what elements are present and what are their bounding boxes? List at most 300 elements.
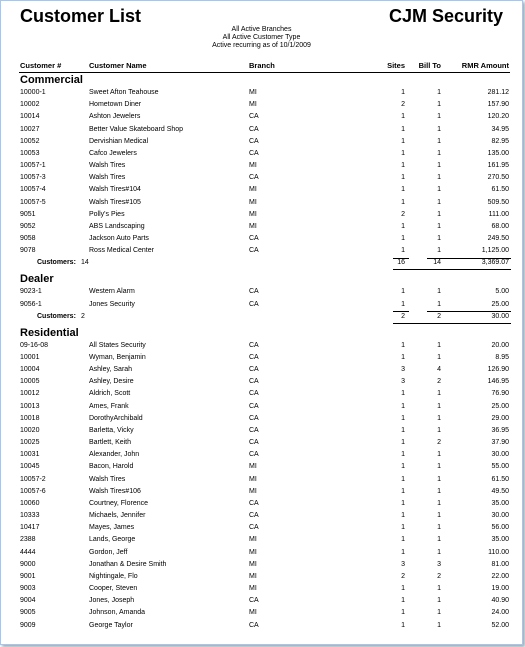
header-divider bbox=[19, 72, 510, 73]
sites: 1 bbox=[401, 149, 405, 157]
customer-number: 10417 bbox=[20, 524, 40, 532]
customer-name: Hometown Diner bbox=[89, 101, 142, 109]
sites: 1 bbox=[401, 597, 405, 605]
customer-name: Walsh Tires bbox=[89, 174, 126, 182]
customer-name: DorothyArchibald bbox=[89, 414, 143, 422]
table-row bbox=[1, 476, 522, 488]
sites: 1 bbox=[401, 222, 405, 230]
branch: CA bbox=[249, 174, 259, 182]
bill-to: 2 bbox=[437, 378, 441, 386]
branch: MI bbox=[249, 475, 257, 483]
sites: 1 bbox=[401, 198, 405, 206]
sites: 1 bbox=[401, 414, 405, 422]
branch: CA bbox=[249, 137, 259, 145]
customer-name: Jones, Joseph bbox=[89, 597, 135, 605]
rmr-amount: 126.90 bbox=[487, 366, 509, 374]
sites: 1 bbox=[401, 439, 405, 447]
branch: MI bbox=[249, 186, 257, 194]
bill-to: 1 bbox=[437, 101, 441, 109]
customer-number: 9052 bbox=[20, 222, 36, 230]
sites: 2 bbox=[401, 101, 405, 109]
sites: 3 bbox=[401, 366, 405, 374]
branch: CA bbox=[249, 366, 259, 374]
rmr-amount: 24.00 bbox=[491, 609, 509, 617]
bill-to: 1 bbox=[437, 548, 441, 556]
branch: MI bbox=[249, 222, 257, 230]
bill-to: 1 bbox=[437, 475, 441, 483]
subtitle-customer-type: All Active Customer Type bbox=[222, 34, 301, 41]
customer-name: Ross Medical Center bbox=[89, 247, 154, 255]
bill-to: 1 bbox=[437, 174, 441, 182]
sites: 1 bbox=[401, 353, 405, 361]
rmr-amount: 25.00 bbox=[491, 300, 509, 308]
branch: CA bbox=[249, 439, 259, 447]
customer-name: Jones Security bbox=[89, 300, 135, 308]
customer-name: Johnson, Amanda bbox=[89, 609, 146, 617]
customer-name: Wyman, Benjamin bbox=[89, 353, 146, 361]
table-row bbox=[1, 390, 522, 402]
customer-number: 10025 bbox=[20, 439, 40, 447]
bill-to: 1 bbox=[437, 288, 441, 296]
customer-name: Bartlett, Keith bbox=[89, 439, 132, 447]
table-row bbox=[1, 150, 522, 162]
customer-name: Ashley, Desire bbox=[89, 378, 134, 386]
customer-number: 9003 bbox=[20, 585, 36, 593]
sites: 1 bbox=[401, 390, 405, 398]
customer-name: Cooper, Steven bbox=[89, 585, 138, 593]
customer-name: Michaels, Jennifer bbox=[89, 512, 146, 520]
table-row bbox=[1, 597, 522, 609]
table-row bbox=[1, 89, 522, 101]
rmr-amount: 270.50 bbox=[487, 174, 509, 182]
bill-to: 1 bbox=[437, 609, 441, 617]
customer-name: Mayes, James bbox=[89, 524, 135, 532]
company-name: CJM Security bbox=[388, 6, 503, 26]
bill-to: 1 bbox=[437, 414, 441, 422]
subtitle-recurring-date: Active recurring as of 10/1/2009 bbox=[212, 42, 311, 49]
rmr-amount: 110.00 bbox=[488, 548, 509, 556]
rmr-amount: 8.95 bbox=[495, 353, 509, 361]
customer-number: 2388 bbox=[20, 536, 36, 544]
customer-number: 10057-6 bbox=[20, 487, 46, 495]
customer-name: Ashton Jewelers bbox=[89, 113, 141, 121]
sites: 1 bbox=[401, 585, 405, 593]
customer-number: 9004 bbox=[20, 597, 36, 605]
total-rmr: 3,369.07 bbox=[481, 259, 509, 267]
table-row bbox=[1, 235, 522, 247]
customer-number: 10045 bbox=[20, 463, 40, 471]
rmr-amount: 25.00 bbox=[491, 402, 509, 410]
rmr-amount: 55.00 bbox=[491, 463, 509, 471]
rmr-amount: 37.90 bbox=[491, 439, 509, 447]
sites: 1 bbox=[401, 621, 405, 629]
table-row bbox=[1, 186, 522, 198]
rmr-amount: 161.95 bbox=[487, 162, 509, 170]
bill-to: 1 bbox=[437, 597, 441, 605]
customer-number: 10052 bbox=[20, 137, 40, 145]
sites: 1 bbox=[401, 609, 405, 617]
customer-number: 10057-1 bbox=[20, 162, 46, 170]
rmr-amount: 36.95 bbox=[491, 426, 509, 434]
sites: 1 bbox=[401, 548, 405, 556]
customer-number: 9005 bbox=[20, 609, 36, 617]
table-row bbox=[1, 354, 522, 366]
table-row bbox=[1, 366, 522, 378]
customer-number: 10031 bbox=[20, 451, 40, 459]
rmr-amount: 52.00 bbox=[491, 621, 509, 629]
bill-to: 1 bbox=[437, 487, 441, 495]
table-row bbox=[1, 463, 522, 475]
rmr-amount: 34.95 bbox=[491, 125, 509, 133]
bill-to: 1 bbox=[437, 463, 441, 471]
table-row bbox=[1, 126, 522, 138]
branch: CA bbox=[249, 341, 259, 349]
rmr-amount: 61.50 bbox=[491, 186, 509, 194]
rmr-amount: 135.00 bbox=[487, 149, 509, 157]
rmr-amount: 146.95 bbox=[487, 378, 509, 386]
customer-name: Ames, Frank bbox=[89, 402, 129, 410]
rmr-amount: 249.50 bbox=[487, 235, 509, 243]
sites: 1 bbox=[401, 125, 405, 133]
customer-name: Aldrich, Scott bbox=[89, 390, 131, 398]
bill-to: 1 bbox=[437, 585, 441, 593]
table-row bbox=[1, 549, 522, 561]
branch: CA bbox=[249, 597, 259, 605]
branch: MI bbox=[249, 585, 257, 593]
branch: CA bbox=[249, 512, 259, 520]
branch: CA bbox=[249, 288, 259, 296]
rmr-amount: 1,125.00 bbox=[481, 247, 509, 255]
branch: CA bbox=[249, 149, 259, 157]
sites: 1 bbox=[401, 174, 405, 182]
bill-to: 1 bbox=[437, 89, 441, 96]
branch: MI bbox=[249, 463, 257, 471]
table-row bbox=[1, 427, 522, 439]
customer-number: 10057-4 bbox=[20, 186, 46, 194]
customer-number: 10060 bbox=[20, 499, 40, 507]
group-title: Residential bbox=[20, 326, 79, 339]
sites: 1 bbox=[401, 137, 405, 145]
total-bill-to: 2 bbox=[437, 312, 441, 320]
sites: 1 bbox=[401, 89, 405, 96]
table-row bbox=[1, 573, 522, 585]
sites: 1 bbox=[401, 300, 405, 308]
customer-name: Walsh Tires bbox=[89, 475, 126, 483]
bill-to: 1 bbox=[437, 341, 441, 349]
branch: CA bbox=[249, 621, 259, 629]
customer-name: Western Alarm bbox=[89, 288, 135, 296]
bill-to: 1 bbox=[437, 621, 441, 629]
bill-to: 4 bbox=[437, 366, 441, 374]
rmr-amount: 20.00 bbox=[491, 341, 509, 349]
customers-label: Customers: bbox=[37, 312, 76, 320]
table-row bbox=[1, 561, 522, 573]
table-row bbox=[1, 415, 522, 427]
customer-name: Jackson Auto Parts bbox=[89, 235, 149, 243]
customers-count: 2 bbox=[81, 312, 85, 320]
rmr-amount: 35.00 bbox=[491, 536, 509, 544]
table-row bbox=[1, 512, 522, 524]
customer-name: George Taylor bbox=[89, 621, 133, 629]
sites: 1 bbox=[401, 512, 405, 520]
branch: MI bbox=[249, 487, 257, 495]
branch: CA bbox=[249, 524, 259, 532]
rmr-amount: 81.00 bbox=[491, 560, 509, 568]
rmr-amount: 76.90 bbox=[491, 390, 509, 398]
customer-name: Sweet Afton Teahouse bbox=[89, 89, 159, 96]
customer-number: 09-16-08 bbox=[20, 341, 49, 349]
customer-number: 10057-3 bbox=[20, 174, 46, 182]
total-rmr: 30.00 bbox=[491, 312, 509, 320]
subtitle-branches: All Active Branches bbox=[231, 26, 292, 33]
customer-number: 10027 bbox=[20, 125, 40, 133]
bill-to: 1 bbox=[437, 113, 441, 121]
rmr-amount: 19.00 bbox=[491, 585, 509, 593]
customer-number: 10333 bbox=[20, 512, 40, 520]
customer-name: Walsh Tires#105 bbox=[89, 198, 141, 206]
table-row bbox=[1, 113, 522, 125]
sites: 1 bbox=[401, 426, 405, 434]
branch: MI bbox=[249, 89, 257, 96]
customer-number: 9023-1 bbox=[20, 288, 42, 296]
sites: 1 bbox=[401, 113, 405, 121]
customer-name: Nightingale, Flo bbox=[89, 572, 138, 580]
report-subtitles bbox=[1, 26, 522, 50]
rmr-amount: 157.90 bbox=[487, 101, 509, 109]
table-row bbox=[1, 174, 522, 186]
sites: 2 bbox=[401, 572, 405, 580]
customer-number: 9056-1 bbox=[20, 300, 42, 308]
branch: CA bbox=[249, 247, 259, 255]
col-header-bill-to: Bill To bbox=[418, 61, 441, 70]
customer-number: 10004 bbox=[20, 366, 40, 374]
rmr-amount: 61.50 bbox=[491, 475, 509, 483]
table-row bbox=[1, 162, 522, 174]
customer-number: 10000-1 bbox=[20, 89, 46, 96]
rmr-amount: 22.00 bbox=[491, 572, 509, 580]
bill-to: 3 bbox=[437, 560, 441, 568]
bill-to: 1 bbox=[437, 222, 441, 230]
customer-number: 10001 bbox=[20, 353, 40, 361]
branch: CA bbox=[249, 402, 259, 410]
rmr-amount: 56.00 bbox=[491, 524, 509, 532]
rmr-amount: 68.00 bbox=[491, 222, 509, 230]
customer-number: 4444 bbox=[20, 548, 36, 556]
table-row bbox=[1, 585, 522, 597]
table-row bbox=[1, 403, 522, 415]
customer-number: 10005 bbox=[20, 378, 40, 386]
col-header-branch: Branch bbox=[249, 61, 275, 70]
rmr-amount: 29.00 bbox=[491, 414, 509, 422]
branch: CA bbox=[249, 390, 259, 398]
table-row bbox=[1, 199, 522, 211]
rmr-amount: 35.00 bbox=[491, 499, 509, 507]
group-title: Dealer bbox=[20, 273, 54, 286]
bill-to: 1 bbox=[437, 210, 441, 218]
bill-to: 1 bbox=[437, 512, 441, 520]
branch: CA bbox=[249, 451, 259, 459]
customer-name: Bacon, Harold bbox=[89, 463, 134, 471]
table-row bbox=[1, 439, 522, 451]
bill-to: 1 bbox=[437, 247, 441, 255]
branch: CA bbox=[249, 426, 259, 434]
branch: MI bbox=[249, 560, 257, 568]
rmr-amount: 120.20 bbox=[487, 113, 509, 121]
branch: CA bbox=[249, 499, 259, 507]
rmr-amount: 82.95 bbox=[491, 137, 509, 145]
customer-number: 10013 bbox=[20, 402, 40, 410]
rmr-amount: 49.50 bbox=[491, 487, 509, 495]
rmr-amount: 30.00 bbox=[491, 512, 509, 520]
customer-number: 10020 bbox=[20, 426, 40, 434]
sites: 1 bbox=[401, 247, 405, 255]
bill-to: 1 bbox=[437, 536, 441, 544]
report-title: Customer List bbox=[20, 6, 142, 26]
bill-to: 1 bbox=[437, 353, 441, 361]
customer-name: Polly's Pies bbox=[89, 210, 125, 218]
branch: CA bbox=[249, 414, 259, 422]
bill-to: 1 bbox=[437, 402, 441, 410]
sites: 1 bbox=[401, 499, 405, 507]
branch: MI bbox=[249, 210, 257, 218]
branch: CA bbox=[249, 378, 259, 386]
branch: MI bbox=[249, 609, 257, 617]
customers-label: Customers: bbox=[37, 259, 76, 267]
customer-name: Jonathan & Desire Smith bbox=[89, 560, 167, 568]
sites: 1 bbox=[401, 463, 405, 471]
bill-to: 1 bbox=[437, 524, 441, 532]
sites: 1 bbox=[401, 524, 405, 532]
branch: CA bbox=[249, 113, 259, 121]
sites: 1 bbox=[401, 536, 405, 544]
rmr-amount: 5.00 bbox=[495, 288, 509, 296]
sites: 2 bbox=[401, 210, 405, 218]
col-header-sites: Sites bbox=[387, 61, 405, 70]
total-sites: 2 bbox=[401, 312, 405, 320]
customer-number: 9078 bbox=[20, 247, 36, 255]
bill-to: 1 bbox=[437, 499, 441, 507]
table-row bbox=[1, 138, 522, 150]
sites: 3 bbox=[401, 378, 405, 386]
customer-number: 10002 bbox=[20, 101, 40, 109]
rmr-amount: 111.00 bbox=[488, 210, 509, 218]
branch: CA bbox=[249, 235, 259, 243]
customer-name: ABS Landscaping bbox=[89, 222, 145, 230]
table-row bbox=[1, 536, 522, 548]
sites: 1 bbox=[401, 235, 405, 243]
branch: MI bbox=[249, 548, 257, 556]
customer-name: Lands, George bbox=[89, 536, 136, 544]
customer-name: Alexander, John bbox=[89, 451, 140, 459]
table-row bbox=[1, 101, 522, 113]
branch: MI bbox=[249, 162, 257, 170]
table-row bbox=[1, 609, 522, 621]
customer-name: Barletta, Vicky bbox=[89, 426, 134, 434]
bill-to: 1 bbox=[437, 149, 441, 157]
table-row bbox=[1, 342, 522, 354]
customer-number: 9058 bbox=[20, 235, 36, 243]
customer-name: Courtney, Florence bbox=[89, 499, 149, 507]
total-bottom-rule bbox=[393, 323, 511, 324]
sites: 1 bbox=[401, 186, 405, 194]
col-header-customer-number: Customer # bbox=[20, 61, 62, 70]
customer-name: Walsh Tires bbox=[89, 162, 126, 170]
table-row bbox=[1, 223, 522, 235]
total-bill-to: 14 bbox=[433, 259, 441, 267]
customers-count: 14 bbox=[81, 259, 89, 267]
col-header-rmr-amount: RMR Amount bbox=[461, 61, 509, 70]
bill-to: 2 bbox=[437, 572, 441, 580]
sites: 1 bbox=[401, 451, 405, 459]
table-row bbox=[1, 451, 522, 463]
table-row bbox=[1, 488, 522, 500]
branch: MI bbox=[249, 536, 257, 544]
bill-to: 2 bbox=[437, 439, 441, 447]
branch: CA bbox=[249, 353, 259, 361]
total-sites: 16 bbox=[397, 259, 405, 267]
sites: 3 bbox=[401, 560, 405, 568]
customer-number: 9009 bbox=[20, 621, 36, 629]
branch: MI bbox=[249, 198, 257, 206]
sites: 1 bbox=[401, 402, 405, 410]
table-row bbox=[1, 500, 522, 512]
customer-number: 9001 bbox=[20, 572, 36, 580]
customer-number: 10018 bbox=[20, 414, 40, 422]
customer-name: All States Security bbox=[89, 341, 146, 349]
rmr-amount: 40.90 bbox=[491, 597, 509, 605]
sites: 1 bbox=[401, 487, 405, 495]
customer-name: Cafco Jewelers bbox=[89, 149, 137, 157]
customer-name: Walsh Tires#106 bbox=[89, 487, 141, 495]
sites: 1 bbox=[401, 475, 405, 483]
customer-number: 10057-5 bbox=[20, 198, 46, 206]
customer-number: 10053 bbox=[20, 149, 40, 157]
bill-to: 1 bbox=[437, 300, 441, 308]
customer-number: 10057-2 bbox=[20, 475, 46, 483]
customer-number: 9000 bbox=[20, 560, 36, 568]
table-row bbox=[1, 211, 522, 223]
customer-number: 9051 bbox=[20, 210, 36, 218]
customer-name: Gordon, Jeff bbox=[89, 548, 128, 556]
bill-to: 1 bbox=[437, 125, 441, 133]
bill-to: 1 bbox=[437, 162, 441, 170]
sites: 1 bbox=[401, 162, 405, 170]
sites: 1 bbox=[401, 288, 405, 296]
total-bottom-rule bbox=[393, 269, 511, 270]
table-row bbox=[1, 378, 522, 390]
customer-number: 10012 bbox=[20, 390, 40, 398]
branch: CA bbox=[249, 300, 259, 308]
bill-to: 1 bbox=[437, 390, 441, 398]
bill-to: 1 bbox=[437, 198, 441, 206]
rmr-amount: 509.50 bbox=[487, 198, 509, 206]
bill-to: 1 bbox=[437, 137, 441, 145]
col-header-customer-name: Customer Name bbox=[89, 61, 147, 70]
branch: MI bbox=[249, 572, 257, 580]
branch: MI bbox=[249, 101, 257, 109]
bill-to: 1 bbox=[437, 451, 441, 459]
branch: CA bbox=[249, 125, 259, 133]
bill-to: 1 bbox=[437, 426, 441, 434]
customer-name: Walsh Tires#104 bbox=[89, 186, 141, 194]
customer-name: Dervishian Medical bbox=[89, 137, 149, 145]
group-title: Commercial bbox=[20, 74, 83, 86]
table-row bbox=[1, 622, 522, 634]
bill-to: 1 bbox=[437, 186, 441, 194]
rmr-amount: 30.00 bbox=[491, 451, 509, 459]
sites: 1 bbox=[401, 341, 405, 349]
bill-to: 1 bbox=[437, 235, 441, 243]
